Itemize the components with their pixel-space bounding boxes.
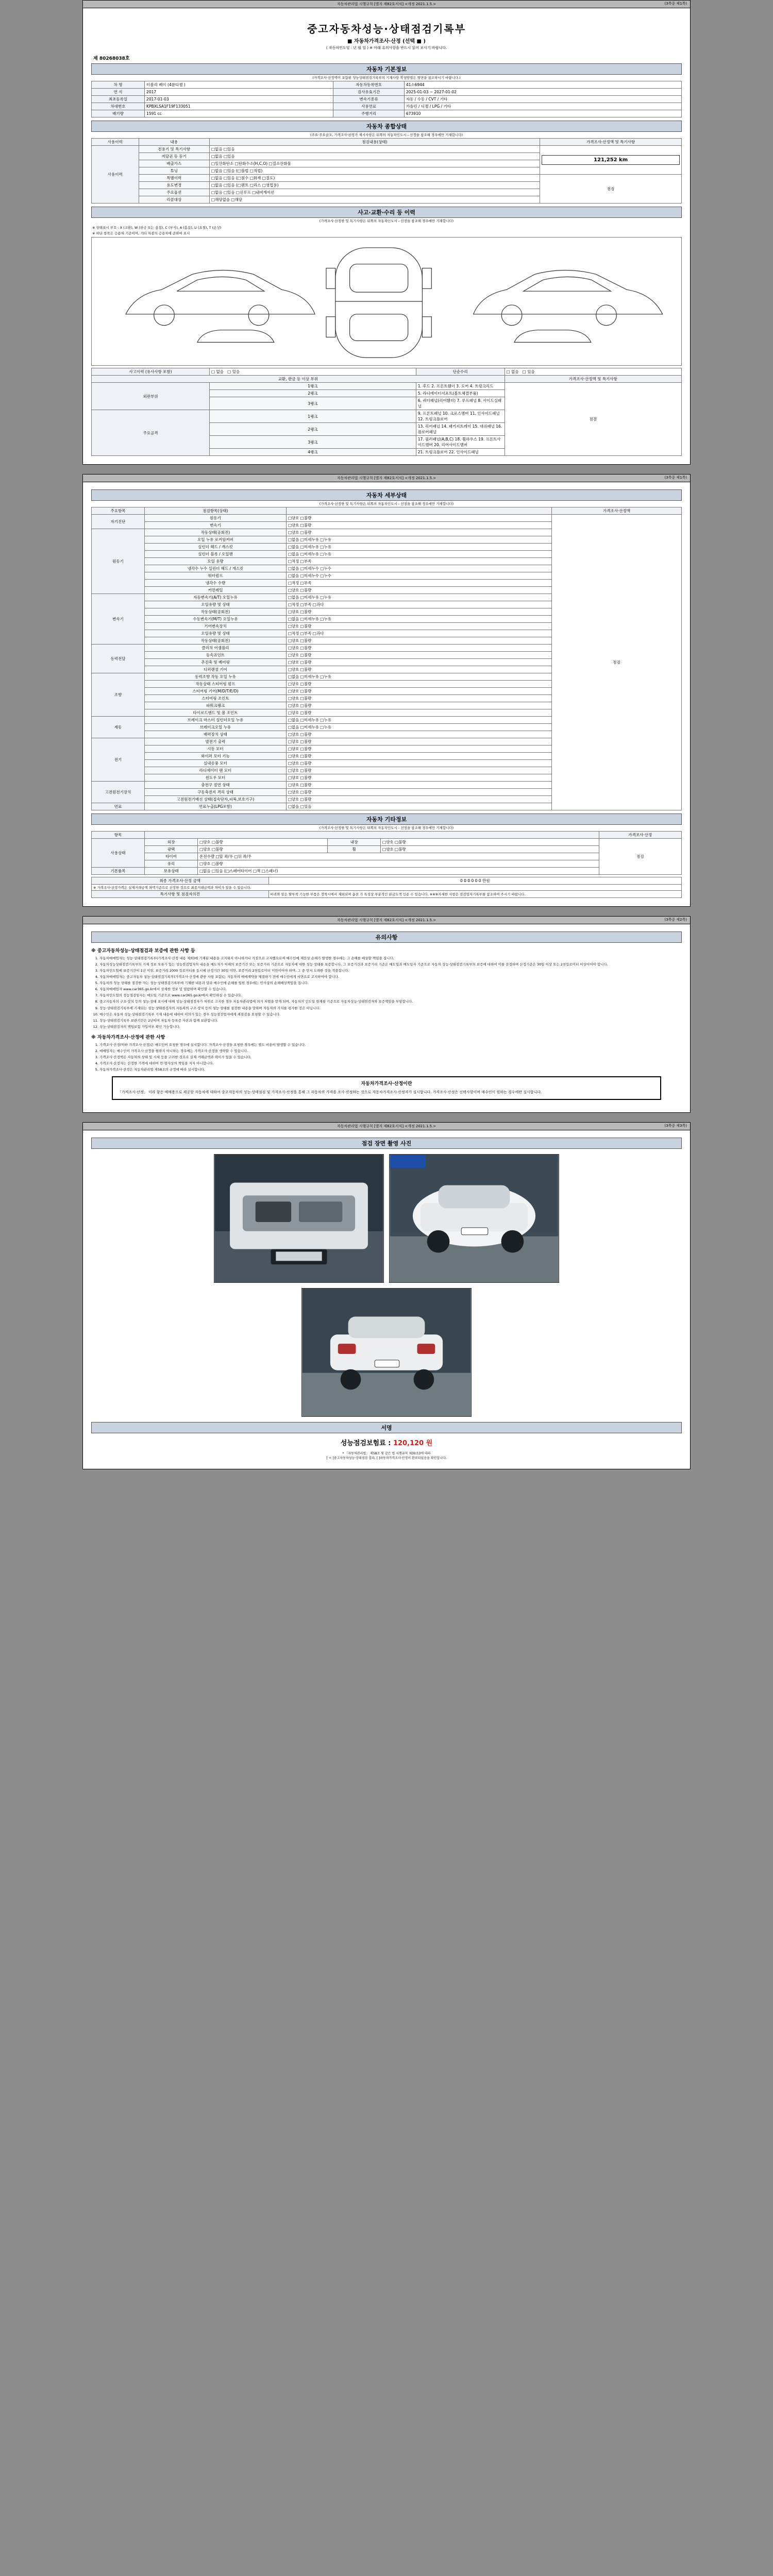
detail-item-label: 스티어링 기어(M/D/T/E/D)	[145, 688, 287, 695]
page2-number: (3쪽중 제1쪽)	[664, 476, 687, 480]
detail-item-label: 발전기 출력	[145, 738, 287, 745]
detail-item-options[interactable]: □양호 □불량	[286, 688, 551, 695]
label-mileage: 주행거리	[333, 110, 404, 117]
section-signature-title: 서명	[91, 1422, 682, 1433]
page-4	[82, 1122, 691, 1469]
detail-table-body	[92, 515, 682, 810]
footer-note-2: [ ㅇ ]중고자동차성능·상태점검 결과, [ ]자동차가격조사·산정이 완료되었음을 확인합니다.	[326, 1456, 447, 1460]
other-value-polish: □양호 □불량	[198, 846, 328, 853]
detail-item-label: 스티어링 조인트	[145, 695, 287, 702]
other-col-2	[145, 832, 599, 839]
label-final-price: 최종 가격조사·산정 금액	[92, 877, 269, 885]
detail-item-options[interactable]: □양호 □불량	[286, 774, 551, 782]
accident-note-2: ※ 하단 항목은 승용차 기준이며, 기타 차종의 승용차에 준하여 표시	[92, 231, 190, 235]
page-3	[82, 916, 691, 1113]
table-row	[92, 96, 682, 103]
price-survey-definition-box	[112, 1076, 661, 1100]
engine-bay-photo-svg	[214, 1155, 383, 1282]
overall-table	[91, 138, 682, 204]
insurance-fee-label: 성능점검보험료 :	[340, 1439, 391, 1447]
notice-item: 10. 매수인은 자동차 성능·상태점검기록부 기재 내용에 대하여 이의가 있는 경우 성능점검업자에게 재점검을 요청할 수 있습니다.	[99, 1012, 682, 1017]
table-row	[92, 891, 682, 898]
overall-item-0: 전용기 및 특기사항	[139, 146, 209, 153]
table-row	[92, 885, 682, 891]
notice-item: 4. 자동차매매업자는 중고자동차 성능·상태점검기록부(가격조사·산정에 관한 사항 포함)는 자동차의 매매계약을 체결하기 전에 매수인에게 서면으로 고지하여야 합니다.	[99, 974, 682, 979]
other-value-tire: 온전수량 □앞 좌/우 □뒤 좌/우	[198, 853, 599, 860]
overall-item-1: 저당권 등 등기	[139, 153, 209, 160]
section-other-note: (가격조사·산정한 및 특기사항은 뒤쪽의 자동차인도시 - 선정을 참조해 경우에만 기재합니다)	[319, 826, 454, 830]
detail-item-label: 고전원전기배선 상태(접속단자,피복,보호기구)	[145, 796, 287, 803]
detail-item-label: 작동상태(공회전)	[145, 608, 287, 616]
detail-item-label: 연료누출(LPG포함)	[145, 803, 287, 810]
insurance-fee-line	[91, 1433, 682, 1451]
table-row	[92, 877, 682, 885]
frame-parts-rank2: 13. 리어패널 14. 패키지트레이 15. 대쉬패널 16. 플로어패널	[416, 423, 505, 436]
label-transmission: 변속기종류	[333, 96, 404, 103]
detail-item-options[interactable]: □양호 □불량	[286, 637, 551, 645]
section-other-title: 자동차 기타정보	[91, 814, 682, 825]
detail-group-4: 조향	[92, 673, 145, 717]
other-price-cell: 점검	[599, 839, 681, 875]
notice-item: 2. 자동차성능상태점검기록부의 기재 정보 오류가 있는 성능점검업자의 내용을 매도자가 이해의 보증기간 또는 보증거리 기준으로 자동차에 대한 성능·상태를 보증합니다. 그 보증기간과 보증거리 기준은 매도일과 매도일자 기준으로 자동차 성능·상태점검기록부의 보증에 대하여 이를 산정하며 산정기준은 30일 이상 또는 2천킬로미터 이상이어야 합니다.	[99, 962, 682, 967]
detail-col-2: 점검항목(상태)	[145, 507, 287, 515]
notice-item: 8. 중고자동차의 구조·장치 등의 성능·상태 표시에 대해 성능·상태점검자가 허위로 고지한 경우 자동차관리법에 의거 처벌을 받게 되며, 자동차의 인도일 현재를 기준으로 자동차성능·상태점검자와 보증책임을 부담합니다.	[99, 999, 682, 1004]
car-diagram-svg	[92, 238, 681, 365]
detail-item-options[interactable]: □없음 □미세누유 □누유	[286, 717, 551, 724]
table-row	[92, 89, 682, 96]
price-survey-definition-text: 「가격조사·산정」 이라 함은 매매용으로 제공할 자동차에 대하여 중고자동차의 성능·상태점검 및 가격조사·산정을 통해 그 자동차의 가격을 조사·산정하는 것으로 자동차가격조사·산정자가 실시합니다. 가격조사·산정은 선택사항이며 매수인이 원하는 경우에만 실시합니다.	[118, 1090, 542, 1095]
section-detail-title: 자동차 세부상태	[91, 489, 682, 501]
overall-content-7: □해당없음 □해당	[209, 196, 540, 204]
detail-item-options[interactable]: □양호 □불량	[286, 695, 551, 702]
detail-item-label: 라디에이터 팬 모터	[145, 767, 287, 774]
rank-3-label: 3랭크	[210, 397, 416, 410]
section-basic-title: 자동차 기본정보	[91, 63, 682, 75]
outer-parts-rank1: 1. 후드 2. 프론트휀더 3. 도어 4. 트렁크리드	[416, 383, 505, 390]
detail-col-1: 주요항목	[92, 507, 145, 515]
label-car-name: 차 명	[92, 81, 145, 89]
label-simple-repair: 단순수리	[416, 368, 505, 376]
vehicle-front-photo-svg	[390, 1155, 559, 1282]
overall-item-4: 특별이력	[139, 175, 209, 182]
other-label-exterior: 외장	[145, 839, 198, 846]
detail-item-label: 클러치 어셈블리	[145, 645, 287, 652]
section-photos-title: 점검 장면 촬영 사진	[91, 1138, 682, 1149]
detail-item-options[interactable]: □없음 □미세누유 □누유	[286, 551, 551, 558]
label-insp-period: 검사유효기간	[333, 89, 404, 96]
detail-item-options[interactable]: □없음 □미세누유 □누유	[286, 594, 551, 601]
detail-item-label: 오일 유량	[145, 558, 287, 565]
notice-item: 6. 자동차매매업자 www.car365.go.kr에서 상세한 정보 및 열람하며 확인할 수 있습니다.	[99, 987, 682, 992]
overall-item-2: 배출가스	[139, 160, 209, 167]
detail-item-label: 시동 모터	[145, 745, 287, 753]
table-row	[92, 839, 682, 846]
overall-item-5: 용도변경	[139, 182, 209, 189]
final-price-table	[91, 877, 682, 898]
detail-item-options[interactable]: □양호 □불량	[286, 608, 551, 616]
detail-item-label: 동력조향 작동 오일 누유	[145, 673, 287, 681]
other-label-polish: 광택	[145, 846, 198, 853]
detail-item-options[interactable]: □없음 □미세누수 □누수	[286, 565, 551, 572]
other-label-interior: 내장	[327, 839, 380, 846]
detail-group-8: 연료	[92, 803, 145, 810]
mileage-highlight: 121,252 km	[542, 155, 680, 165]
other-value-glass: □양호 □불량	[198, 860, 599, 868]
detail-item-label: 오일유량 및 상태	[145, 630, 287, 637]
frame-rank-3-label: 3랭크	[210, 436, 416, 449]
engine-bay-photo	[214, 1154, 384, 1283]
form-reference-3: 자동차관리법 시행규칙 [별지 제82호서식] <개정 2021.1.5.>	[337, 918, 436, 922]
detail-item-options[interactable]: □양호 □불량	[286, 796, 551, 803]
detail-price-cell: 점검	[552, 515, 682, 810]
detail-item-label: 실내송풍 모터	[145, 760, 287, 767]
notice-item: 9. 성능·상태점검기록부에 기재되는 성능·상태점검자의 자동차의 구조·장치 등의 성능·상태를 점검한 내용을 말하며 자동차의 가치를 평가한 것은 아닙니다.	[99, 1006, 682, 1011]
detail-group-2: 변속기	[92, 594, 145, 645]
detail-item-options[interactable]: □양호 □불량	[286, 782, 551, 789]
detail-group-1: 원동기	[92, 529, 145, 594]
section-overall-title: 자동차 종합상태	[91, 121, 682, 132]
table-row	[92, 81, 682, 89]
label-parts-header: 교환, 판금 등 이상 부위	[92, 376, 505, 383]
detail-item-options[interactable]: □양호 □불량	[286, 666, 551, 673]
detail-item-options[interactable]: □적정 □부족	[286, 580, 551, 587]
detail-item-label: 타이로드엔드 및 볼 조인트	[145, 709, 287, 717]
rank-1-label: 1랭크	[210, 383, 416, 390]
detail-item-label: 오일 누유 로커암커버	[145, 536, 287, 544]
detail-state-table	[91, 507, 682, 810]
detail-item-label: 실린더 블록 / 오일팬	[145, 551, 287, 558]
page-subtitle: ■ 자동차가격조사·산정 (선택 ■ )	[347, 39, 426, 44]
label-displacement: 배기량	[92, 110, 145, 117]
overall-content-4: □없음 □있음 (□침수 □화재 □절도)	[209, 175, 540, 182]
detail-item-options[interactable]: □양호 □불량	[286, 681, 551, 688]
detail-item-label: 충전구 절연 상태	[145, 782, 287, 789]
notice-item: 2. 매매업자는 매수인이 가격조사·산정을 원하지 아니하는 경우에는 가격조사·산정을 생략할 수 있습니다.	[99, 1048, 682, 1054]
detail-item-label: 커먼레일	[145, 587, 287, 594]
notice-item: 3. 자동차인도일에 보증기간이 1년 이상, 보증거리 2000 킬로미터를 동시에 산정기간 30일 미만, 보증거리 2천킬로미터 미만이어야 하며, 그 중 먼저 도래한 것을 적용합니다.	[99, 968, 682, 973]
photo-row-2	[91, 1288, 682, 1417]
notice-item: 7. 자동차인도일의 성능점검일자는 매도일 기준으로 www.car365.go.kr에서 확인하실 수 있습니다.	[99, 993, 682, 998]
label-outer-parts: 외판부위	[92, 383, 210, 410]
detail-item-label: 작동상태(공회전)	[145, 529, 287, 536]
label-first-reg: 최초등록일	[92, 96, 145, 103]
overall-content-5: □없음 □있음 (□렌트 □리스 □영업용)	[209, 182, 540, 189]
detail-item-label: 오일유량 및 상태	[145, 601, 287, 608]
detail-item-options[interactable]: □양호 □불량	[286, 587, 551, 594]
detail-item-options[interactable]: □적정 □부족	[286, 558, 551, 565]
value-transmission: 자동 / 수동 / CVT / 기타	[404, 96, 681, 103]
detail-item-label: 기어변속장치	[145, 623, 287, 630]
value-special-notes: 바퀴와 밑은 탈부착 기능한 부품은 장착시에서 제외되며 옵션 가 특성상 부분적인 판금도색 인용 수 있습니다. ※※※자세한 사항은 점검업자기록부를 참조하여 주시기 바랍니다.	[268, 891, 682, 898]
detail-item-options[interactable]: □양호 □불량	[286, 709, 551, 717]
form-reference: 자동차관리법 시행규칙 [별지 제82호서식] <개정 2021.1.5.>	[337, 2, 436, 6]
other-value-wheel: □양호 □불량	[381, 846, 599, 853]
detail-item-label: 추진축 및 베어링	[145, 659, 287, 666]
page1-number: (3쪽중 제1쪽)	[664, 2, 687, 6]
detail-item-options[interactable]: □없음 □미세누유 □누유	[286, 616, 551, 623]
notice-list-performance	[99, 956, 682, 1029]
overall-content-3: □없음 □있음 (□불법 □적법)	[209, 167, 540, 175]
section-notice-title: 유의사항	[91, 931, 682, 943]
page4-topbar	[83, 1123, 690, 1130]
detail-item-label: 작동상태(공회전)	[145, 637, 287, 645]
detail-item-options[interactable]: □양호 □불량	[286, 515, 551, 522]
detail-item-options[interactable]: □양호 □불량	[286, 738, 551, 745]
detail-item-options[interactable]: □적정 □부족 □과다	[286, 630, 551, 637]
table-row	[92, 376, 682, 383]
col-item: 내용	[139, 139, 209, 146]
value-first-reg: 2017-01-03	[145, 96, 333, 103]
overall-side-note: 점검	[540, 175, 682, 204]
notice-head-2: ※ 자동차가격조사·산정에 관한 사항	[91, 1035, 165, 1040]
section-accident-note: (가격조사·산정한 및 특기사항은 뒤쪽의 자동차인도시 - 선정을 참조해 경우에만 기재합니다)	[319, 219, 454, 223]
notice-item: 3. 가격조사·산정액은 자동차의 상태 및 시세 등을 고려한 것으로 실제 거래금액과 차이가 있을 수 있습니다.	[99, 1055, 682, 1060]
detail-item-label: 브레이크 마스터 실린더오일 누유	[145, 717, 287, 724]
table-row	[92, 853, 682, 860]
page-2	[82, 474, 691, 907]
table-row	[92, 368, 682, 376]
detail-group-6: 전기	[92, 738, 145, 782]
detail-col-3: 가격조사·산정액	[552, 507, 682, 515]
detail-item-label: 파워크랭크	[145, 702, 287, 709]
detail-item-options[interactable]: □양호 □불량	[286, 522, 551, 529]
frame-parts-rank1: 9. 프론트패널 10. 크로스멤버 11. 인사이드패널 12. 트렁크플로어	[416, 410, 505, 423]
car-damage-diagram	[91, 237, 682, 366]
table-row	[92, 868, 682, 875]
detail-item-options[interactable]: □양호 □불량	[286, 645, 551, 652]
vehicle-front-photo	[389, 1154, 559, 1283]
overall-group-label: 사용이력	[92, 146, 139, 204]
detail-item-label: 냉각수 누수 실린더 헤드 / 개스킷	[145, 565, 287, 572]
label-frame-parts: 주요골격	[92, 410, 210, 456]
detail-item-options[interactable]: □없음 □미세누유 □누유	[286, 724, 551, 731]
other-group-usage: 사용상태	[92, 839, 145, 868]
other-info-table	[91, 831, 682, 875]
page3-topbar	[83, 917, 690, 924]
table-row	[92, 139, 682, 146]
detail-item-options[interactable]: □양호 □불량	[286, 731, 551, 738]
form-reference-4: 자동차관리법 시행규칙 [별지 제82호서식] <개정 2021.1.5.>	[337, 1124, 436, 1128]
detail-item-options[interactable]: □양호 □불량	[286, 623, 551, 630]
other-col-3: 가격조사·산정	[599, 832, 681, 839]
overall-mileage-cell	[540, 146, 682, 175]
detail-item-options[interactable]: □없음 □있음	[286, 803, 551, 810]
notice-head-1: ※ 중고자동차성능·상태점검과 보증에 관한 사항 등	[91, 948, 195, 954]
detail-item-options[interactable]: □없음 □미세누유 □누유	[286, 536, 551, 544]
detail-item-options[interactable]: □적정 □부족 □과다	[286, 601, 551, 608]
label-year: 연 식	[92, 89, 145, 96]
section-overall-note: (주요·주요골조, 가격조사·산정가 제시사항은 뒤쪽의 자동차인도시 - 선정을 참조해 경우에만 기재합니다)	[310, 133, 463, 137]
col-use: 사용이력	[92, 139, 139, 146]
table-row	[92, 110, 682, 117]
note-final-price: ※ 가격조사·산정가격은 실제거래금액 차액기준으로 산정한 것으로 최종거래금액과 차이가 있을 수 있습니다.	[92, 885, 682, 891]
detail-item-label: 자동변속기(A/T) 오일누유	[145, 594, 287, 601]
page3-number: (3쪽중 제2쪽)	[664, 918, 687, 922]
frame-rank-1-label: 1랭크	[210, 410, 416, 423]
value-accident-history: □ 없음 □ 있음	[210, 368, 416, 376]
table-row	[92, 846, 682, 853]
detail-item-label: 와이퍼 모터 기능	[145, 753, 287, 760]
detail-item-label: 윈도우 모터	[145, 774, 287, 782]
detail-item-label: 변속기	[145, 522, 287, 529]
detail-item-options[interactable]: □양호 □불량	[286, 702, 551, 709]
other-group-basic: 기본품목	[92, 868, 145, 875]
overall-content-1: □없음 □있음	[209, 153, 540, 160]
value-reg-no: 41소6944	[404, 81, 681, 89]
detail-item-options[interactable]: □없음 □미세누수 □누수	[286, 572, 551, 580]
vehicle-rear-photo	[301, 1288, 472, 1417]
detail-item-label: 수동변속기(M/T) 오일누유	[145, 616, 287, 623]
overall-item-3: 튜닝	[139, 167, 209, 175]
table-row	[92, 175, 682, 182]
parts-price-cell: 점검	[505, 383, 682, 456]
notice-item: 11. 성능·상태점검기록부 보관기간은 2년이며 자동차 등록증 사본과 함께 보관합니다.	[99, 1018, 682, 1023]
document-number: 제 80268038호	[93, 56, 130, 61]
frame-parts-rank4: 21. 트렁크플로어 22. 인사이드패널	[416, 449, 505, 456]
footer-note-1: * 「자동차관리법」 제58조 및 같은 법 시행규칙 제30조3에 따라	[342, 1451, 431, 1455]
other-label-wheel: 휠	[327, 846, 380, 853]
other-label-spare: 보유상태	[145, 868, 198, 875]
price-survey-definition-title: 자동차가격조사·산정이란	[361, 1081, 412, 1087]
detail-item-options[interactable]: □양호 □불량	[286, 753, 551, 760]
value-car-name: 터볼리 베이 (4륜디젤 )	[145, 81, 333, 89]
rank-2-label: 2랭크	[210, 390, 416, 397]
notice-list-price	[99, 1042, 682, 1072]
form-reference-2: 자동차관리법 시행규칙 [별지 제82호서식] <개정 2021.1.5.>	[337, 476, 436, 480]
detail-item-label: 원동기	[145, 515, 287, 522]
table-row	[92, 860, 682, 868]
table-row	[92, 383, 682, 390]
basic-info-table	[91, 81, 682, 117]
table-row	[92, 832, 682, 839]
accident-history-table	[91, 368, 682, 456]
detail-col-2b	[286, 507, 551, 515]
notice-item: 5. 자동차가격조사·산정은 자동차관리법 제58조의 규정에 따라 실시합니다.	[99, 1067, 682, 1072]
value-final-price: 0 0 0 0 0 0 만원	[268, 877, 682, 885]
page4-number: (3쪽중 제3쪽)	[664, 1123, 687, 1128]
frame-rank-2-label: 2랭크	[210, 423, 416, 436]
label-accident-history: 사고이력 (유사사항 포함)	[92, 368, 210, 376]
notice-item: 5. 자동차의 성능 상태를 점검한 자는 성능·상태점검기록부에 기재한 내용과 달라 매수인에 손해를 입힌 경우에는 민사상의 손해배상책임을 집니다.	[99, 980, 682, 986]
label-fuel: 사용연료	[333, 103, 404, 110]
detail-item-options[interactable]: □양호 □불량	[286, 652, 551, 659]
detail-group-0: 자기진단	[92, 515, 145, 529]
detail-item-options[interactable]: □없음 □미세누유 □누유	[286, 673, 551, 681]
detail-item-label: 실린더 헤드 / 개스킷	[145, 544, 287, 551]
outer-parts-rank3: 6. 쿼터패널(리어휀더) 7. 루프패널 8. 사이드실패널	[416, 397, 505, 410]
overall-item-6: 주요옵션	[139, 189, 209, 196]
notice-item: 12. 성능·상태점검자의 책임보험 가입여부 확인 가능합니다.	[99, 1024, 682, 1029]
value-displacement: 1591 cc	[145, 110, 333, 117]
section-basic-note: (가격조사·산정액이 포함된 성능상태점검기록부의 기재사항 작성방법은 뒷면을 참조하시기 바랍니다.)	[312, 76, 461, 80]
detail-item-label: 워터펌프	[145, 572, 287, 580]
section-detail-note: (가격조사·산정한 및 특기사항은 뒤쪽의 자동차인도시 - 선정을 참조해 경우에만 기재합니다)	[319, 502, 454, 506]
value-mileage-digits: 673910	[404, 110, 681, 117]
detail-item-options[interactable]: □없음 □미세누유 □누유	[286, 544, 551, 551]
detail-item-options[interactable]: □양호 □불량	[286, 529, 551, 536]
detail-item-label: 구동축전지 격리 상태	[145, 789, 287, 796]
other-value-exterior: □양호 □불량	[198, 839, 328, 846]
outer-parts-rank2: 5. 라디에이터서포트(볼트체결부품)	[416, 390, 505, 397]
overall-content-2: □일산화탄소 □탄화수소(H,C,O) □질소산화물	[209, 160, 540, 167]
detail-item-label: 디퍼렌셜 기어	[145, 666, 287, 673]
detail-item-label: 작동상태 스티어링 펌프	[145, 681, 287, 688]
col-price: 가격조사·산정액 및 특기사항	[540, 139, 682, 146]
other-value-interior: □양호 □불량	[381, 839, 599, 846]
detail-group-3: 동력전달	[92, 645, 145, 673]
value-year: 2017	[145, 89, 333, 96]
col-content: 점검내용(상태)	[209, 139, 540, 146]
table-row	[92, 146, 682, 153]
page-title: 중고자동차성능·상태점검기록부	[307, 23, 466, 35]
overall-item-7: 리콜대상	[139, 196, 209, 204]
insurance-fee-value: 120,120 원	[393, 1439, 433, 1447]
notice-item: 1. 가격조사·산정(이하 가격조사·산정)은 매도인이 요청한 경우에 실시합니다. 가격조사·산정을 요청한 경우에는 별도 비용이 발생할 수 있습니다.	[99, 1042, 682, 1047]
photo-row-1	[91, 1154, 682, 1283]
other-value-spare: □없음 □있음 (□스페어타이어 □잭 □스패너)	[198, 868, 599, 875]
detail-item-label: 배력장치 상태	[145, 731, 287, 738]
detail-item-options[interactable]: □양호 □불량	[286, 659, 551, 666]
vehicle-rear-photo-svg	[302, 1289, 471, 1416]
notice-item: 4. 가격조사·산정자는 산정한 가격에 대하여 민·형사상의 책임을 지지 아니합니다.	[99, 1061, 682, 1066]
value-vin: KPBXLSA1F19F133051	[145, 103, 333, 110]
value-simple-repair: □ 없음 □ 있음	[505, 368, 682, 376]
detail-item-options[interactable]: □양호 □불량	[286, 745, 551, 753]
frame-parts-rank3: 17. 필러패널(A,B,C) 18. 휠하우스 19. 프론트사이드멤버 20. 리어사이드멤버	[416, 436, 505, 449]
detail-item-label: 브레이크오일 누유	[145, 724, 287, 731]
accident-note-1: ※ 상태표시 부호 : X (교환), W (판금 또는 용접), C (부식), A (흠집), U (요철), T (손상)	[92, 226, 222, 230]
detail-item-options[interactable]: □양호 □불량	[286, 760, 551, 767]
overall-content-0: □없음 □있음	[209, 146, 540, 153]
notice-item: 1. 자동차매매업자는 성능·상태점검기록부(가격조사·산정 내용 제외)에 기재된 내용을 고지하지 아니하거나 거짓으로 고지했으로써 매수인에 재산상 손해가 발생한 경우에는 그 손해를 배상할 책임을 집니다.	[99, 956, 682, 961]
detail-item-label: 냉각수 수량	[145, 580, 287, 587]
label-special-notes: 특기사항 및 점검자의견	[92, 891, 269, 898]
other-label-glass: 유리	[145, 860, 198, 868]
value-insp-period: 2025-01-03 ~ 2027-01-02	[404, 89, 681, 96]
value-fuel: 가솔린 / 디젤 / LPG / 기타	[404, 103, 681, 110]
label-reg-no: 자동차등록번호	[333, 81, 404, 89]
page-subnote: ( 자동차인도일 : 년 월 일 ) ※ 아래 유의사항을 반드시 읽어 보시기 바랍니다.	[326, 46, 447, 50]
detail-group-5: 제동	[92, 717, 145, 738]
page2-topbar	[83, 474, 690, 482]
detail-item-options[interactable]: □양호 □불량	[286, 789, 551, 796]
other-label-tire: 타이어	[145, 853, 198, 860]
frame-rank-4-label: 4랭크	[210, 449, 416, 456]
table-row	[92, 507, 682, 515]
page1-topbar	[83, 1, 690, 8]
detail-group-7: 고전원전기장치	[92, 782, 145, 803]
table-row	[92, 103, 682, 110]
other-col-1: 항목	[92, 832, 145, 839]
overall-content-6: □없음 □있음 □선루프 □내비게이션	[209, 189, 540, 196]
detail-item-options[interactable]: □양호 □불량	[286, 767, 551, 774]
label-parts-price: 가격조사·산정액 및 특기사항	[505, 376, 682, 383]
table-row	[92, 515, 682, 522]
label-vin: 차대번호	[92, 103, 145, 110]
page-1	[82, 0, 691, 465]
detail-item-label: 등속죠인트	[145, 652, 287, 659]
section-accident-title: 사고·교환·수리 등 이력	[91, 207, 682, 218]
